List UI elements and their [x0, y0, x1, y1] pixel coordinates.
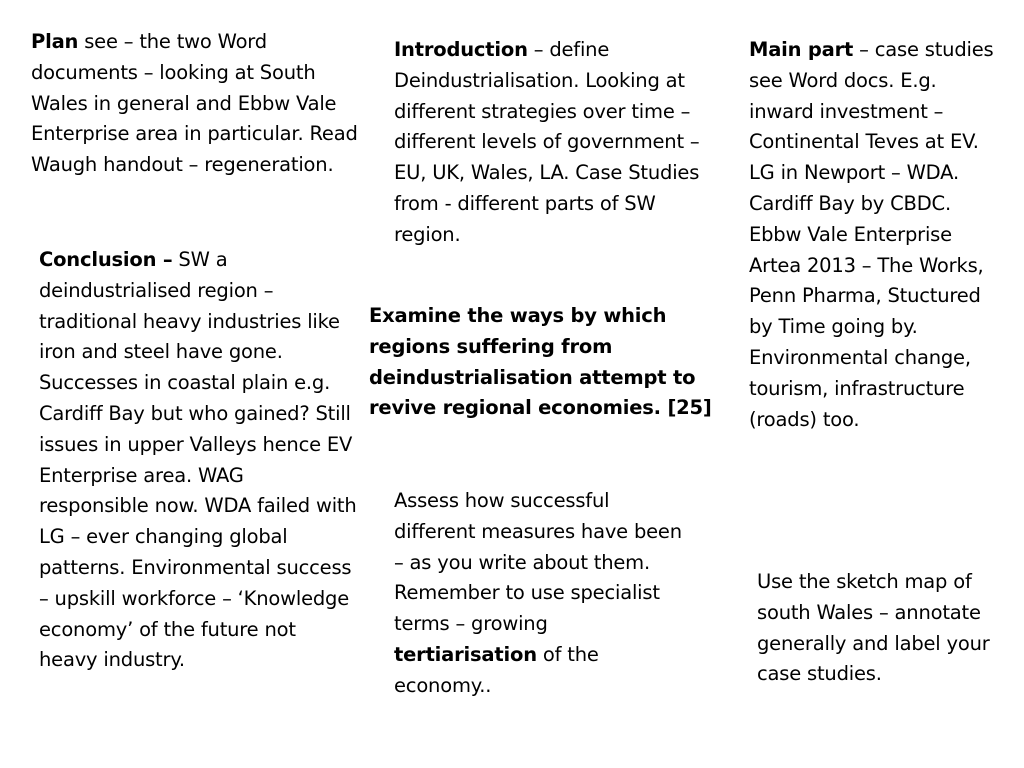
assess-bold-term: tertiarisation — [394, 642, 537, 666]
conclusion-text: SW a deindustrialised region – traditional heavy industries like iron and steel have gone. Successes in coastal plain e.g. Cardiff Bay but who gained? Still issues in upper Valleys hence EV Enterprise area. WAG responsible now. WDA failed with LG – ever changing global patterns. Environmental success – upskill workforce – ‘Knowledge economy’ of the future not heavy industry. — [39, 248, 357, 672]
main-part-heading: Main part — [749, 38, 854, 61]
conclusion-note — [39, 245, 359, 676]
introduction-heading: Introduction — [394, 38, 528, 61]
introduction-note — [394, 35, 724, 251]
essay-question: Examine the ways by which regions suffering from deindustrialisation attempt to revive regional economies. [25] — [369, 304, 712, 420]
introduction-text: – define Deindustrialisation. Looking at different strategies over time – different levels of government – EU, UK, Wales, LA. Case Studies from - different parts of SW region. — [394, 38, 700, 246]
assess-text-before: Assess how successful different measures have been – as you write about them. Remember to use specialist terms – growing — [394, 489, 682, 636]
main-part-text: – case studies see Word docs. E.g. inward investment – Continental Teves at EV. LG in Newport – WDA. Cardiff Bay by CBDC. Ebbw Vale Enterprise Artea 2013 – The Works, Penn Pharma, Stuctured by Time going by. Environmental change, tourism, infrastructure (roads) too. — [749, 38, 994, 431]
conclusion-heading: Conclusion – — [39, 248, 173, 271]
sketch-map-note: Use the sketch map of south Wales – annotate generally and label your case studies. — [757, 570, 990, 686]
plan-text: see – the two Word documents – looking at South Wales in general and Ebbw Vale Enterprise area in particular. Read Waugh handout – regeneration. — [31, 30, 358, 177]
plan-note — [31, 27, 376, 181]
plan-heading: Plan — [31, 30, 79, 53]
main-part-note — [749, 35, 999, 435]
assess-text-after: of the economy.. — [394, 642, 599, 697]
assess-note — [394, 486, 694, 702]
